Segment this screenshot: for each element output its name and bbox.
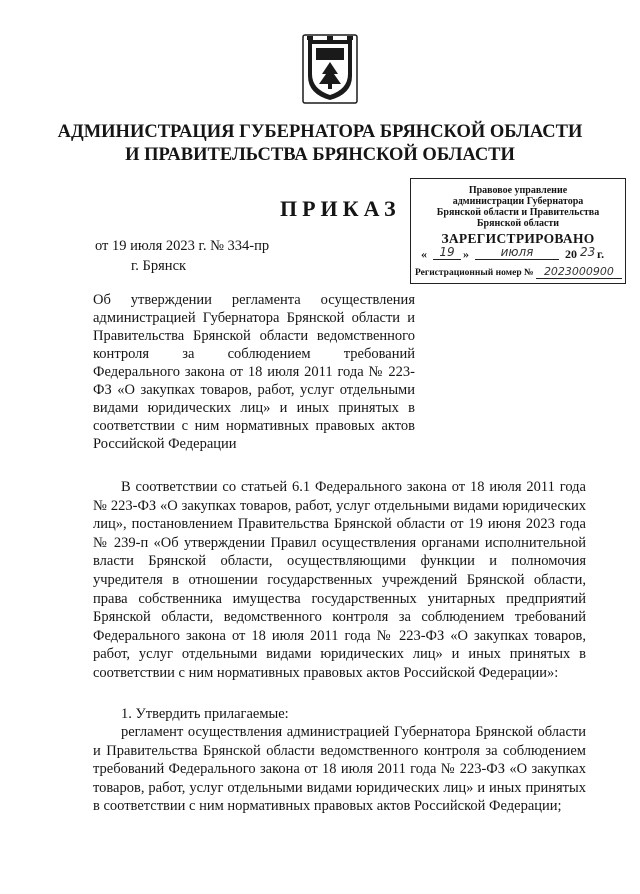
document-type-title: ПРИКАЗ [280, 196, 401, 221]
stamp-line-1: Правовое управление [468, 185, 568, 196]
item-1-text: регламент осуществления администрацией Губернатора Брянской области и Правительства Брянской области ведомственного контроля за соблюдением требований Федерального закона от 18 июля 2011 года № 223-ФЗ «О закупках товаров, работ, услуг отдельными видами юридических лиц» и иных принятых в соответствии с ним нормативных правовых актов Российской Федерации; [93, 724, 586, 815]
stamp-quote-close: » [463, 247, 469, 261]
item-1-heading [93, 705, 586, 724]
stamp-reg-number-row [415, 265, 623, 279]
stamp-quote-open: « [421, 247, 427, 261]
registration-stamp [410, 178, 626, 284]
preamble-text: В соответствии со статьей 6.1 Федерального закона от 18 июля 2011 года № 223-ФЗ «О закупках товаров, работ, услуг отдельными видами юридических лиц», постановлением Правительства Брянской области от 19 июня 2023 года № 239-п «Об утверждении Правил осуществления органами исполнительной власти Брянской области, осуществляющими функции и полномочия учредителя в отношении государственных учреждений Брянской области, права собственника имущества государственных унитарных предприятий Брянской области, ведомственного контроля за соблюдением требований Федерального закона от 18 июля 2011 года № 223-ФЗ «О закупках товаров, работ, услуг отдельными видами юридических лиц» и иных принятых в соответствии с ним нормативных правовых актов Российской Федерации»: [93, 479, 586, 681]
stamp-line-3: Брянской области и Правительства [436, 207, 600, 218]
stamp-year-suffix: г. [597, 247, 605, 261]
stamp-registered-label: ЗАРЕГИСТРИРОВАНО [441, 231, 595, 246]
stamp-reg-number-handwritten: 2023000900 [536, 265, 622, 279]
stamp-date [419, 245, 617, 261]
item-1-body [93, 723, 586, 816]
item-1-label: 1. Утвердить прилагаемые: [121, 706, 289, 722]
header-line-1: АДМИНИСТРАЦИЯ ГУБЕРНАТОРА БРЯНСКОЙ ОБЛАСТИ [57, 122, 583, 142]
stamp-reg-number-label: Регистрационный номер № [415, 268, 534, 278]
order-city: г. Брянск [131, 258, 187, 274]
order-date-number: от 19 июля 2023 г. № 334-пр [95, 238, 270, 254]
stamp-year-prefix: 20 [565, 247, 577, 261]
order-subject: Об утверждении регламента осуществления администрацией Губернатора Брянской области и Правительства Брянской области ведомственного контроля за соблюдением требований Федерального закона от 18 июля 2011 года № 223-ФЗ «О закупках товаров, работ, услуг отдельными видами юридических лиц» и иных принятых в соответствии с ним нормативных правовых актов Российской Федерации [93, 292, 415, 452]
header-line-2: И ПРАВИТЕЛЬСТВА БРЯНСКОЙ ОБЛАСТИ [125, 145, 515, 165]
preamble-paragraph [93, 478, 586, 683]
coat-of-arms-emblem [302, 34, 358, 104]
stamp-day-handwritten: 19 [433, 245, 461, 260]
stamp-year-handwritten: 23 [580, 245, 596, 259]
stamp-month-handwritten: июля [475, 245, 559, 260]
stamp-line-4: Брянской области [476, 218, 560, 229]
stamp-line-2: администрации Губернатора [452, 196, 584, 207]
